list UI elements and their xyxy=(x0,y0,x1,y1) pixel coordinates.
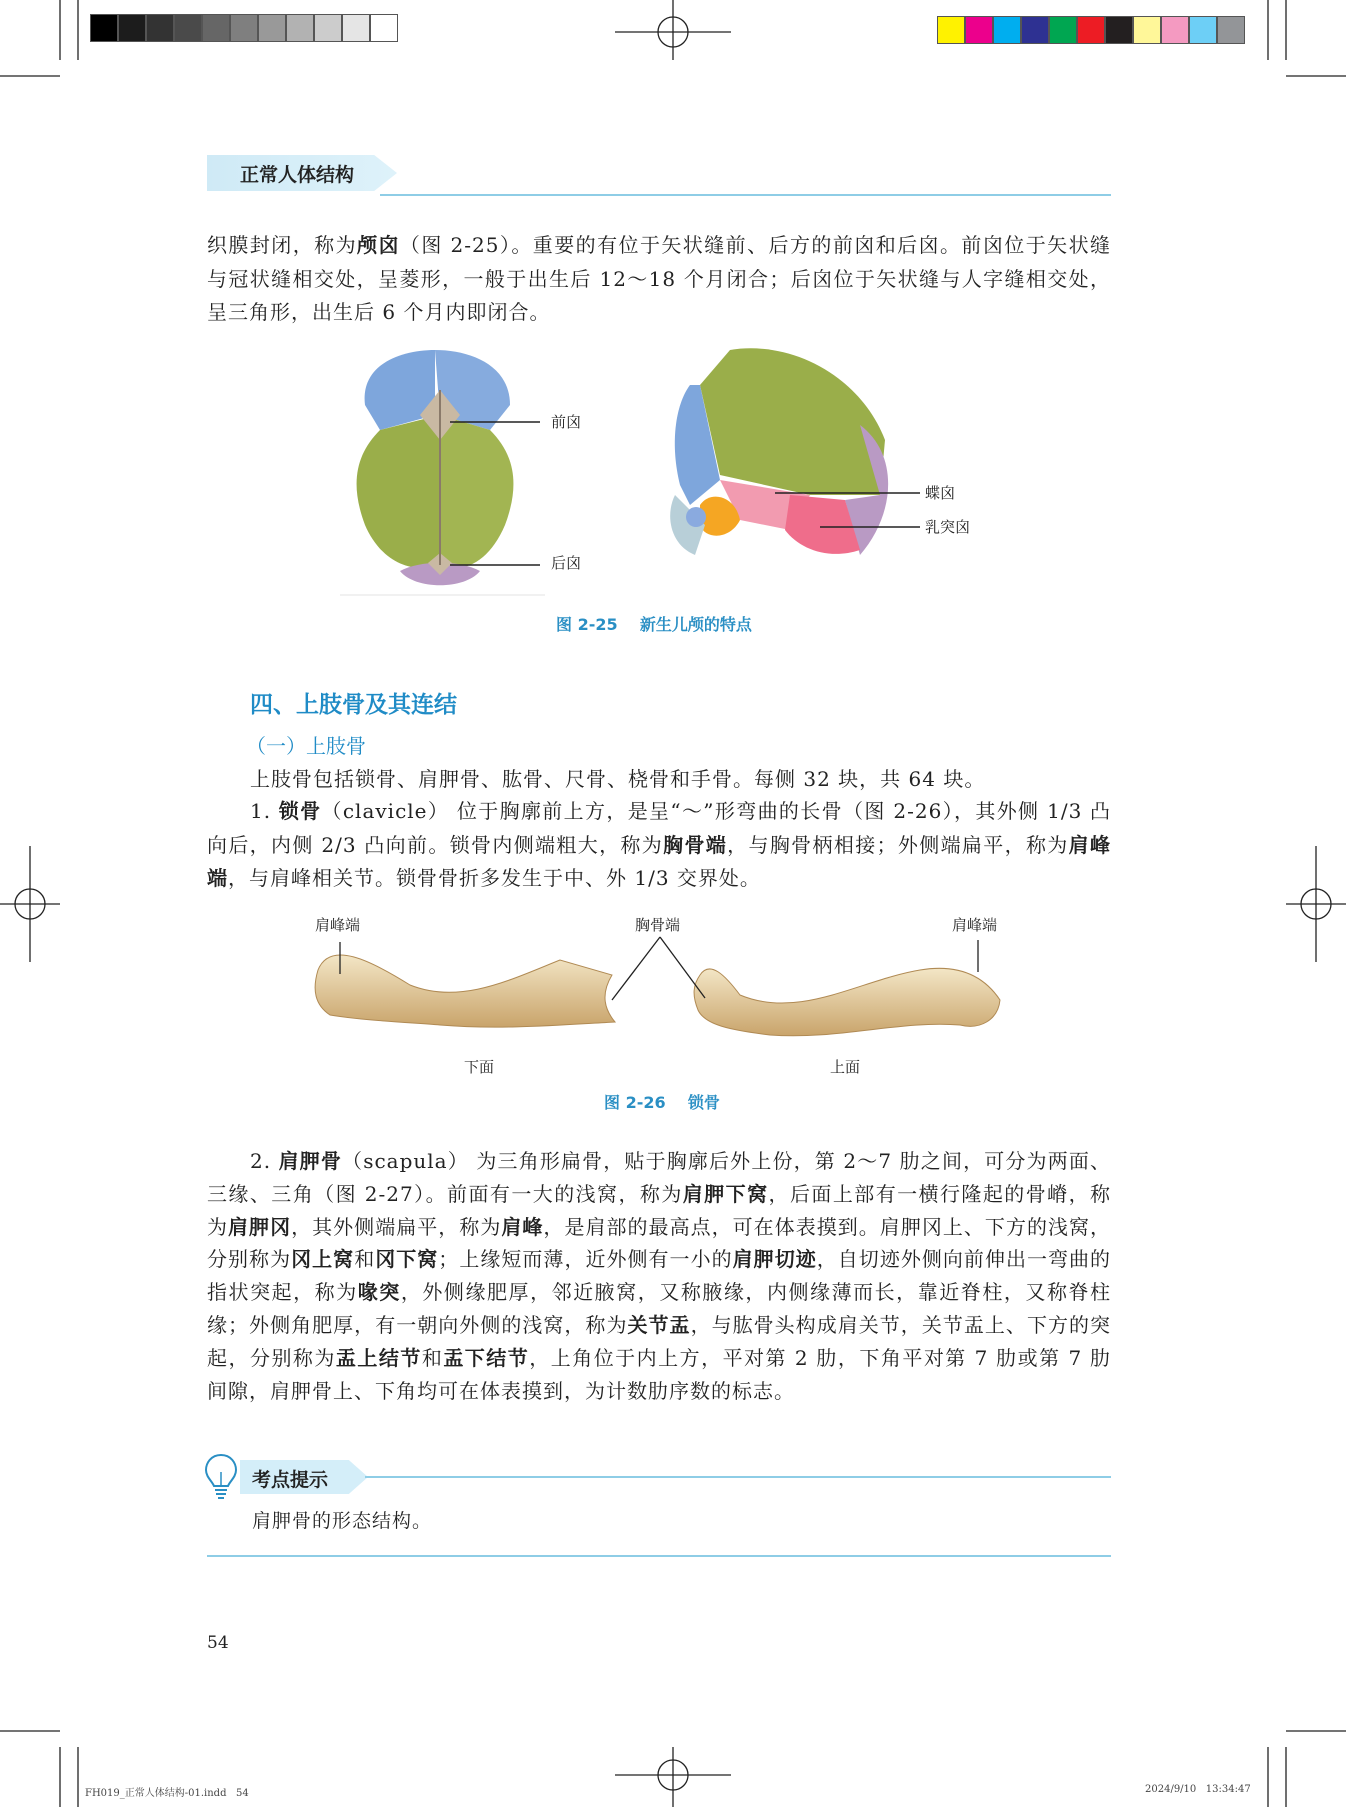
color-calibration-strip xyxy=(937,16,1245,44)
footer-timestamp: 2024/9/10 13:34:47 xyxy=(1145,1784,1251,1795)
lightbulb-icon xyxy=(204,1452,238,1502)
swatch xyxy=(993,16,1021,44)
clavicle-superior xyxy=(694,968,1000,1035)
swatch xyxy=(1105,16,1133,44)
paragraph-fontanelles: 织膜封闭，称为颅囟（图 2-25）。重要的有位于矢状缝前、后方的前囟和后囟。前囟位于矢状缝与冠状缝相交处，呈菱形，一般于出生后 12～18 个月闭合；后囟位于矢状缝与人字缝相交处，呈三角形，出生后 6 个月内即闭合。 xyxy=(207,233,1112,324)
tip-bottom-rule xyxy=(207,1555,1111,1557)
label-sphenoidal-fontanelle: 蝶囟 xyxy=(925,484,956,502)
swatch xyxy=(1077,16,1105,44)
term-fontanelle: 颅囟 xyxy=(357,233,400,257)
label-superior-surface: 上面 xyxy=(830,1058,861,1076)
swatch xyxy=(370,14,398,42)
paragraph-clavicle: 1. 锁骨（clavicle） 位于胸廓前上方，是呈“～”形弯曲的长骨（图 2-26），其外侧 1/3 凸向后，内侧 2/3 凸向前。锁骨内侧端粗大，称为胸骨端，与胸骨柄相接；外侧端扁平，称为肩峰端，与肩峰相关节。锁骨骨折多发生于中、外 1/3 交界处。 xyxy=(207,799,1111,890)
figure-2-25-skull-illustration xyxy=(340,345,1000,600)
figure-2-25-caption: 图 2-25 新生儿颅的特点 xyxy=(556,615,752,634)
swatch xyxy=(202,14,230,42)
page-number: 54 xyxy=(207,1633,229,1653)
figure-2-26-caption: 图 2-26 锁骨 xyxy=(604,1093,720,1112)
swatch xyxy=(1021,16,1049,44)
clavicle-inferior xyxy=(315,955,615,1027)
term-sternal-end: 胸骨端 xyxy=(663,832,728,857)
skull-top-view xyxy=(357,350,514,585)
swatch xyxy=(118,14,146,42)
swatch xyxy=(1161,16,1189,44)
swatch xyxy=(314,14,342,42)
label-posterior-fontanelle: 后囟 xyxy=(551,554,582,572)
header-rule xyxy=(380,194,1111,196)
label-sternal-end: 胸骨端 xyxy=(635,916,681,934)
swatch xyxy=(1049,16,1077,44)
swatch xyxy=(286,14,314,42)
paragraph-upper-limb-intro: 上肢骨包括锁骨、肩胛骨、肱骨、尺骨、桡骨和手骨。每侧 32 块，共 64 块。 xyxy=(250,767,986,791)
term-scapula: 肩胛骨 xyxy=(278,1149,343,1173)
term-clavicle: 锁骨 xyxy=(278,799,322,823)
swatch xyxy=(1217,16,1245,44)
swatch xyxy=(1133,16,1161,44)
section-subtitle: （一）上肢骨 xyxy=(246,734,366,758)
tip-text: 肩胛骨的形态结构。 xyxy=(252,1510,433,1532)
swatch xyxy=(342,14,370,42)
label-acromial-end-right: 肩峰端 xyxy=(952,916,998,934)
skull-side-view xyxy=(670,348,888,555)
tip-title: 考点提示 xyxy=(252,1469,329,1491)
term-acromial-end: 肩峰端 xyxy=(207,832,1111,890)
swatch xyxy=(174,14,202,42)
footer-file-name: FH019_正常人体结构-01.indd 54 xyxy=(85,1788,249,1799)
swatch xyxy=(965,16,993,44)
label-acromial-end-left: 肩峰端 xyxy=(315,916,361,934)
swatch xyxy=(230,14,258,42)
swatch xyxy=(937,16,965,44)
label-inferior-surface: 下面 xyxy=(464,1058,495,1076)
swatch xyxy=(258,14,286,42)
gray-calibration-strip xyxy=(90,14,398,42)
paragraph-scapula: 2. 肩胛骨（scapula） 为三角形扁骨，贴于胸廓后外上份，第 2～7 肋之间，可分为两面、三缘、三角（图 2-27）。前面有一大的浅窝，称为肩胛下窝，后面上部有一横行隆起的骨嵴，称为肩胛冈，其外侧端扁平，称为肩峰，是肩部的最高点，可在体表摸到。肩胛冈上、下方的浅窝，分别称为冈上窝和冈下窝；上缘短而薄，近外侧有一小的肩胛切迹，自切迹外侧向前伸出一弯曲的指状突起，称为喙突，外侧缘肥厚，邻近腋窝，又称腋缘，内侧缘薄而长，靠近脊柱，又称脊柱缘；外侧角肥厚，有一朝向外侧的浅窝，称为关节盂，与肱骨头构成肩关节，关节盂上、下方的突起，分别称为盂上结节和盂下结节，上角位于内上方，平对第 2 肋，下角平对第 7 肋或第 7 肋间隙，肩胛骨上、下角均可在体表摸到，为计数肋序数的标志。 xyxy=(207,1149,1112,1403)
label-anterior-fontanelle: 前囟 xyxy=(551,413,582,431)
swatch xyxy=(90,14,118,42)
swatch xyxy=(1189,16,1217,44)
figure-2-26-clavicle-illustration xyxy=(300,930,1020,1040)
running-header-title: 正常人体结构 xyxy=(240,164,355,186)
label-mastoid-fontanelle: 乳突囟 xyxy=(925,518,971,536)
swatch xyxy=(146,14,174,42)
tip-top-rule xyxy=(365,1476,1111,1478)
section-title: 四、上肢骨及其连结 xyxy=(250,692,457,718)
